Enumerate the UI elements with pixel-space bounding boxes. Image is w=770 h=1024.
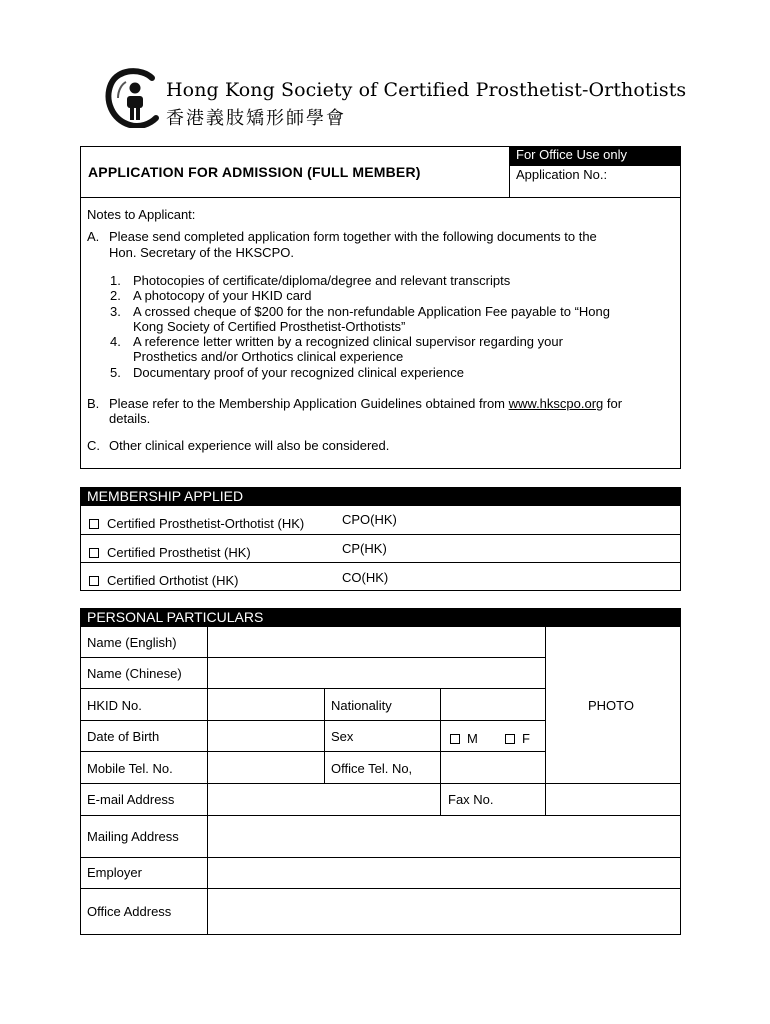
label-dob: Date of Birth [87,729,160,744]
note-c-marker: C. [87,438,100,453]
note-b-text-end: for [603,396,623,411]
personal-heading: PERSONAL PARTICULARS [80,608,681,627]
sex-option-f[interactable] [505,731,530,746]
mobile-field[interactable] [208,752,324,783]
option-label: Certified Prosthetist (HK) [107,545,251,560]
photo-placeholder: PHOTO [588,698,634,713]
label-office-address: Office Address [87,904,172,919]
note-item-5: Documentary proof of your recognized clinical experience [133,365,464,380]
name-english-field[interactable] [208,627,545,657]
label-email: E-mail Address [87,792,175,807]
membership-option-cp[interactable] [89,545,251,560]
org-name-english: Hong Kong Society of Certified Prosthetist-Orthotists [166,79,687,101]
note-item-4-cont: Prosthetics and/or Orthotics clinical experience [133,349,404,364]
sex-f-label: F [522,731,530,746]
email-field[interactable] [208,784,440,815]
note-item-3: A crossed cheque of $200 for the non-refundable Application Fee payable to “Hong [133,304,610,319]
code-cpo: CPO(HK) [342,512,397,527]
note-item-3-num: 3. [110,304,121,319]
note-c-text: Other clinical experience will also be considered. [109,438,390,453]
org-logo [104,68,162,128]
note-item-2-num: 2. [110,288,121,303]
checkbox-cpo[interactable] [89,519,99,529]
note-item-5-num: 5. [110,365,121,380]
sex-option-m[interactable] [450,731,478,746]
dob-field[interactable] [208,721,324,751]
code-cp: CP(HK) [342,541,387,556]
note-item-1-num: 1. [110,273,121,288]
mailing-address-field[interactable] [208,816,681,857]
note-item-4-num: 4. [110,334,121,349]
membership-option-cpo[interactable] [89,516,304,531]
label-employer: Employer [87,865,142,880]
label-sex: Sex [331,729,354,744]
name-chinese-field[interactable] [208,658,545,688]
option-label: Certified Orthotist (HK) [107,573,239,588]
note-a-line1: Please send completed application form together with the following documents to the [109,229,597,244]
fax-field[interactable] [546,784,681,815]
note-b-line1 [109,396,622,411]
label-hkid: HKID No. [87,698,142,713]
label-nationality: Nationality [331,698,392,713]
hkid-field[interactable] [208,689,324,720]
website-link[interactable]: www.hkscpo.org [508,396,604,411]
notes-heading: Notes to Applicant: [87,207,196,222]
note-a-marker: A. [87,229,100,244]
membership-option-co[interactable] [89,573,238,588]
checkbox-cp[interactable] [89,548,99,558]
label-mobile: Mobile Tel. No. [87,761,173,776]
office-address-field[interactable] [208,889,681,935]
checkbox-female[interactable] [505,734,515,744]
nationality-field[interactable] [441,689,545,720]
note-b-marker: B. [87,396,100,411]
application-no-label: Application No.: [516,167,608,182]
membership-heading: MEMBERSHIP APPLIED [80,487,681,506]
note-b-text: Please refer to the Membership Application Guidelines obtained from [109,396,509,411]
note-item-3-cont: Kong Society of Certified Prosthetist-Orthotists” [133,319,406,334]
logo-emblem-icon [104,68,162,128]
label-name-chinese: Name (Chinese) [87,666,182,681]
sex-m-label: M [467,731,478,746]
form-title: APPLICATION FOR ADMISSION (FULL MEMBER) [88,164,421,180]
checkbox-male[interactable] [450,734,460,744]
note-item-1: Photocopies of certificate/diploma/degree and relevant transcripts [133,273,511,288]
note-item-2: A photocopy of your HKID card [133,288,312,303]
label-fax: Fax No. [448,792,494,807]
code-co: CO(HK) [342,570,389,585]
org-name-chinese: 香港義肢矯形師學會 [166,108,346,129]
label-office-tel: Office Tel. No, [331,761,413,776]
option-label: Certified Prosthetist-Orthotist (HK) [107,516,305,531]
note-b-line2: details. [109,411,151,426]
label-name-english: Name (English) [87,635,177,650]
office-use-header: For Office Use only [510,146,681,166]
note-a-line2: Hon. Secretary of the HKSCPO. [109,245,294,260]
label-mailing-address: Mailing Address [87,829,179,844]
employer-field[interactable] [208,858,681,888]
checkbox-co[interactable] [89,576,99,586]
office-tel-field[interactable] [441,752,545,783]
note-item-4: A reference letter written by a recognized clinical supervisor regarding your [133,334,563,349]
